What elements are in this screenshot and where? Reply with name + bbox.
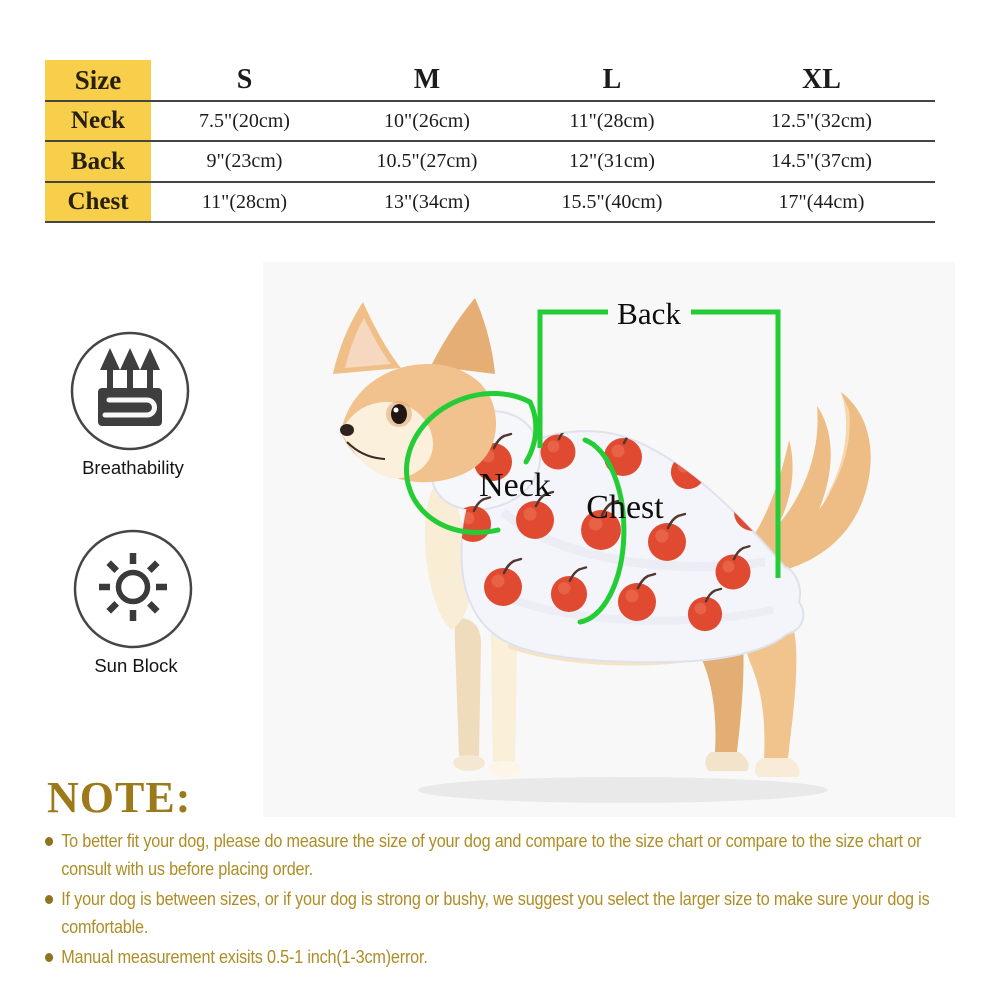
- table-cell: 7.5"(20cm): [151, 102, 338, 142]
- bullet-icon: [45, 837, 53, 846]
- breathability-label: Breathability: [82, 457, 184, 478]
- table-cell: 17"(44cm): [708, 183, 935, 223]
- table-cell: 13"(34cm): [338, 183, 516, 223]
- note-list: [45, 827, 972, 973]
- chest-label: Chest: [586, 489, 664, 526]
- table-cell: 15.5"(40cm): [516, 183, 708, 223]
- col-header-s: S: [151, 60, 338, 102]
- note-item-text: To better fit your dog, please do measure the size of your dog and compare to the size chart or compare to the size chart or consult with us before placing order.: [61, 831, 922, 879]
- note-item: [45, 827, 972, 883]
- dog-measurement-diagram: [263, 262, 955, 817]
- table-cell: 11"(28cm): [516, 102, 708, 142]
- table-cell: 9"(23cm): [151, 142, 338, 183]
- bullet-icon: [45, 953, 53, 962]
- dog-illustration: [263, 262, 955, 817]
- back-label: Back: [617, 296, 681, 331]
- ground-shadow: [418, 777, 828, 803]
- dog-nose: [340, 424, 354, 436]
- col-header-l: L: [516, 60, 708, 102]
- size-table-corner: Size: [45, 60, 151, 102]
- note-heading: NOTE:: [47, 773, 192, 822]
- col-header-m: M: [338, 60, 516, 102]
- row-label-back: Back: [45, 142, 151, 183]
- breathability-feature: [65, 328, 195, 463]
- note-item-text: Manual measurement exisits 0.5-1 inch(1-3cm)error.: [61, 947, 428, 967]
- table-cell: 10"(26cm): [338, 102, 516, 142]
- breathability-icon: [65, 328, 195, 458]
- table-cell: 12.5"(32cm): [708, 102, 935, 142]
- sun-block-icon: [68, 526, 198, 656]
- note-item-text: If your dog is between sizes, or if your dog is strong or bushy, we suggest you select the larger size to make sure your dog is comfortable.: [61, 889, 930, 937]
- sun-block-feature: [68, 526, 198, 661]
- table-cell: 10.5"(27cm): [338, 142, 516, 183]
- row-label-chest: Chest: [45, 183, 151, 223]
- bullet-icon: [45, 895, 53, 904]
- size-table: [45, 60, 935, 223]
- note-item: [45, 885, 972, 941]
- col-header-xl: XL: [708, 60, 935, 102]
- dog-eye: [391, 404, 407, 424]
- table-cell: 12"(31cm): [516, 142, 708, 183]
- table-cell: 11"(28cm): [151, 183, 338, 223]
- sun-block-label: Sun Block: [94, 655, 178, 676]
- table-cell: 14.5"(37cm): [708, 142, 935, 183]
- row-label-neck: Neck: [45, 102, 151, 142]
- neck-label: Neck: [479, 467, 551, 504]
- note-item: [45, 943, 972, 971]
